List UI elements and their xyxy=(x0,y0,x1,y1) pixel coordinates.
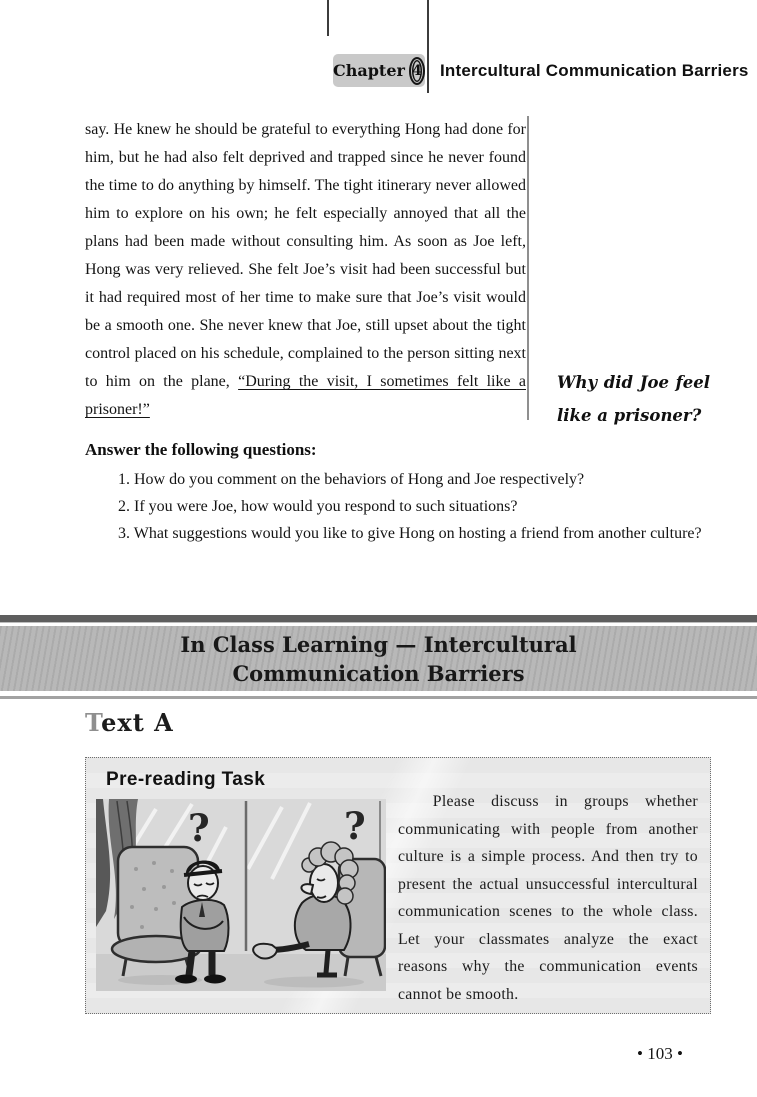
banner-bottom-rule xyxy=(0,696,757,699)
questions-list xyxy=(118,466,718,547)
question-item-1: 1. How do you comment on the behaviors of Hong and Joe respectively? xyxy=(118,471,585,488)
chapter-title: Intercultural Communication Barriers xyxy=(440,61,749,80)
chapter-label: Chapter xyxy=(333,61,405,80)
story-text: say. He knew he should be grateful to everything Hong had done for him, but he had also felt deprived and trapped since he never found the time to do anything by himself. The tight itinerary never allowed him to explore on his own; he felt especially annoyed that all the plans had been made without consulting him. As soon as Joe left, Hong was very relieved. She felt Joe’s visit had been successful but it had required most of her time to make sure that Joe’s visit would be a smooth one. She never knew that Joe, still upset about the tight control placed on his schedule, complained to the person sitting next to him on the plane, xyxy=(85,121,526,390)
section-banner-line2: Communication Barriers xyxy=(232,660,525,686)
text-a-rest: ext A xyxy=(101,708,174,737)
story-paragraph xyxy=(85,116,526,424)
header-divider-long xyxy=(427,0,429,93)
header-divider-short xyxy=(327,0,329,36)
questions-heading: Answer the following questions: xyxy=(85,440,317,459)
pre-reading-task-title: Pre-reading Task xyxy=(106,769,266,790)
margin-note-line2: like a prisoner? xyxy=(557,406,702,425)
section-banner-line1: In Class Learning — Intercultural xyxy=(180,631,577,657)
question-mark-left-icon: ? xyxy=(188,806,210,850)
pre-reading-task-text: Please discuss in groups whether communicating with people from another culture is a simple process. And then try to present the actual unsuccessful intercultural communication scenes to the whole class. Let your classmates analyze the exact reasons why the communication events cannot be smooth. xyxy=(398,793,698,1003)
margin-rule xyxy=(527,116,529,420)
banner-top-bar xyxy=(0,615,757,622)
text-a-initial: T xyxy=(85,708,102,737)
story-underlined-quote: “During the visit, I sometimes felt like a prisoner!” xyxy=(85,373,526,418)
question-item-2: 2. If you were Joe, how would you respond to such situations? xyxy=(118,498,518,515)
question-item-3: 3. What suggestions would you like to give Hong on hosting a friend from another culture? xyxy=(118,525,702,542)
chapter-number-icon: 4 xyxy=(409,57,425,85)
margin-note-line1: Why did Joe feel xyxy=(557,373,710,392)
pre-reading-task-box xyxy=(85,757,711,1014)
intercultural-conversation-cartoon xyxy=(96,799,386,991)
margin-note xyxy=(557,366,710,432)
section-banner xyxy=(0,626,757,691)
chapter-badge xyxy=(333,54,425,87)
page-number: • 103 • xyxy=(637,1044,683,1063)
text-a-heading xyxy=(85,708,174,737)
question-mark-right-icon: ? xyxy=(344,804,366,848)
